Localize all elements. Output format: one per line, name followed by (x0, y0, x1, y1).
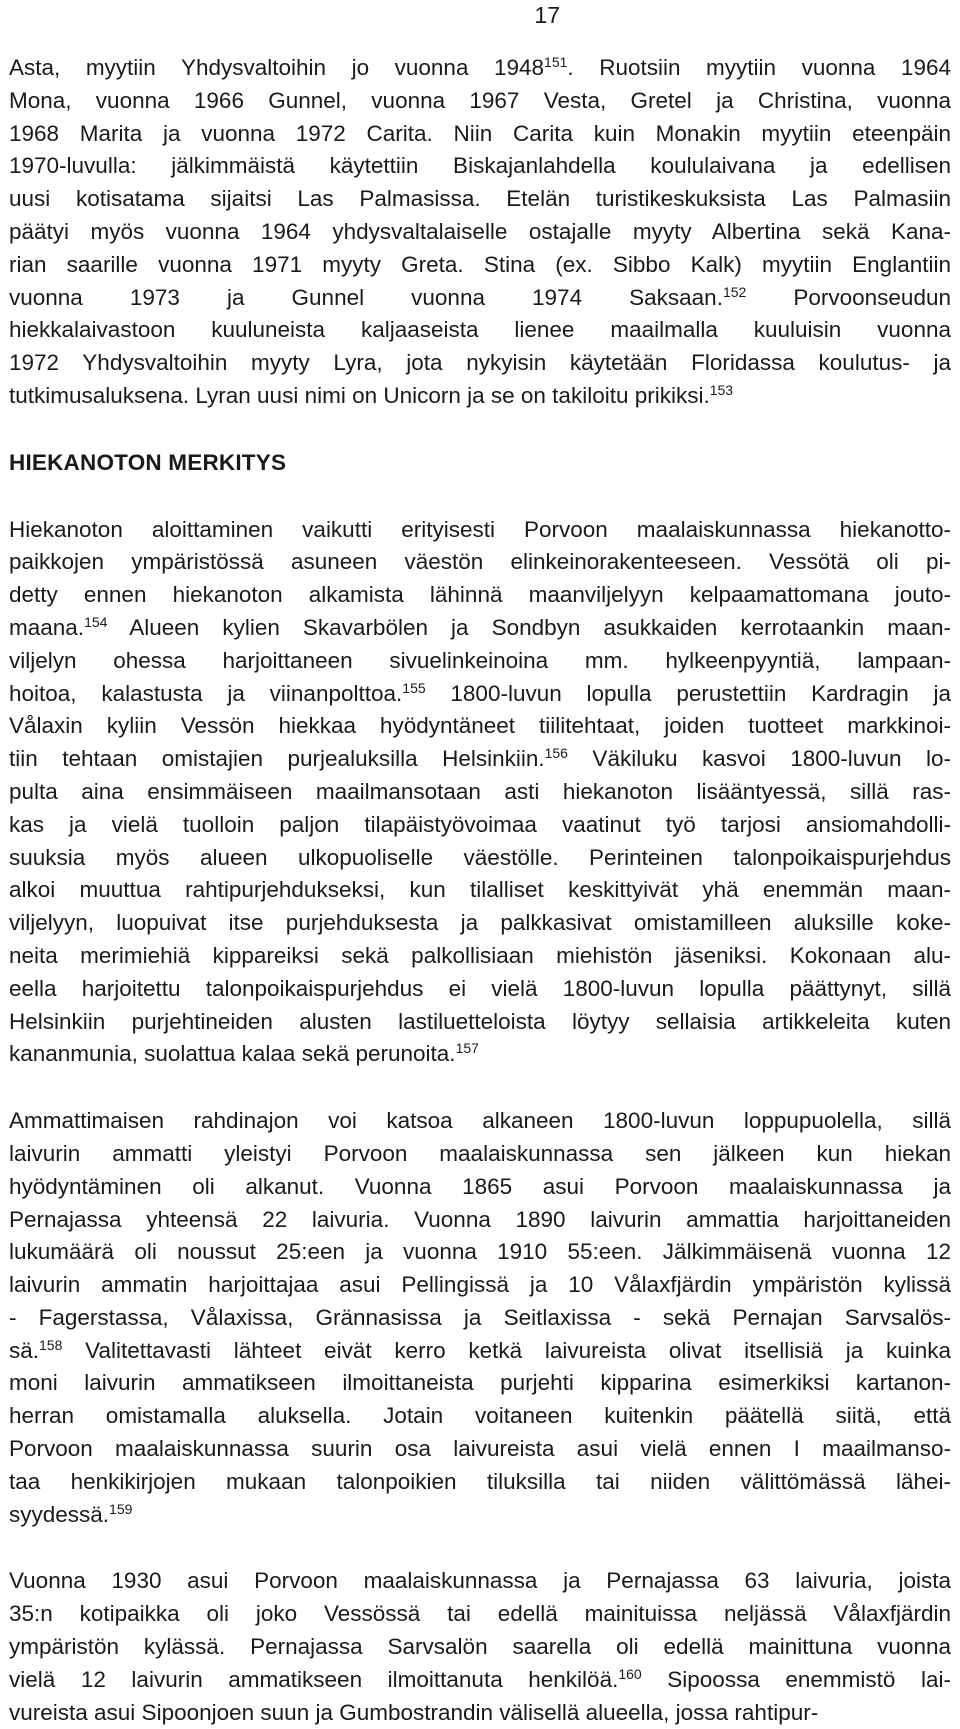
text-line (9, 973, 951, 1006)
line-text: Hiekanoton aloittaminen vaikutti erityisesti Porvoon maalaiskunnassa hiekanotto- (9, 516, 951, 542)
footnote-ref: 151 (544, 54, 568, 70)
line-text: laivurin ammatti yleistyi Porvoon maalaiskunnassa sen jälkeen kun hiekan (9, 1140, 951, 1166)
text-line (9, 809, 951, 842)
line-text: viljelyn ohessa harjoittaneen sivuelinkeinoina mm. hylkeenpyyntiä, lampaan- (9, 647, 951, 673)
page-content (9, 52, 951, 1729)
line-text: pulta aina ensimmäiseen maailmansotaan asti hiekanoton lisääntyessä, sillä ras- (9, 778, 951, 804)
text-line (9, 380, 951, 413)
line-text: moni laivurin ammatikseen ilmoittaneista purjehti kipparina esimerkiksi kartanon- (9, 1370, 951, 1396)
text-line (9, 314, 951, 347)
line-text: sä. (9, 1337, 40, 1363)
text-line (9, 183, 951, 216)
line-text: Sipoossa enemmistö lai- (641, 1666, 951, 1692)
text-line (9, 1499, 951, 1532)
line-text: 1972 Yhdysvaltoihin myyty Lyra, jota nykyisin käytetään Floridassa koulutus- ja (9, 350, 951, 376)
text-line (9, 1269, 951, 1302)
text-line (9, 514, 951, 547)
text-line (9, 1204, 951, 1237)
line-text: 1800-luvun lopulla perustettiin Kardragin ja (425, 680, 951, 706)
line-text: tutkimusaluksena. Lyran uusi nimi on Unicorn ja se on takiloitu prikiksi. (9, 382, 710, 408)
text-line (9, 118, 951, 151)
footnote-ref: 152 (722, 283, 747, 300)
line-text: . Ruotsiin myytiin vuonna 1964 (567, 55, 951, 80)
line-text: Ammattimaisen rahdinajon voi katsoa alkaneen 1800-luvun loppupuolella, sillä (9, 1108, 951, 1134)
text-line (9, 1171, 951, 1204)
line-text: kananmunia, suolattua kalaa sekä perunoita. (9, 1041, 456, 1067)
line-text: Vuonna 1930 asui Porvoon maalaiskunnassa ja Pernajassa 63 laivuria, joista (9, 1568, 951, 1594)
paragraph-ship-sales (9, 52, 951, 413)
section-heading: HIEKANOTON MERKITYS (9, 449, 287, 475)
line-text: hyödyntäminen oli alkanut. Vuonna 1865 asui Porvoon maalaiskunnassa ja (9, 1173, 951, 1199)
text-line (9, 1236, 951, 1269)
line-text: paikkojen ympäristössä asuneen väestön elinkeinorakenteeseen. Vessötä oli pi- (9, 549, 951, 575)
line-text: lukumäärä oli noussut 25:een ja vuonna 1910 55:een. Jälkimmäisenä vuonna 12 (9, 1239, 951, 1265)
text-line (9, 907, 951, 940)
line-text: Pernajassa yhteensä 22 laivuria. Vuonna 1890 laivurin ammattia harjoittaneiden (9, 1206, 951, 1232)
text-line (9, 1400, 951, 1433)
text-line (9, 1038, 951, 1071)
line-text: hiekkalaivastoon kuuluneista kaljaaseista lienee maailmalla kuuluisin vuonna (9, 317, 951, 343)
text-line (9, 645, 951, 678)
text-line (9, 776, 951, 809)
text-line (9, 710, 951, 743)
line-text: eella harjoitettu talonpoikaispurjehdus ei vielä 1800-luvun lopulla päättynyt, sillä (9, 975, 951, 1001)
line-text: detty ennen hiekanoton alkamista lähinnä maanviljelyyn kelpaamattomana jouto- (9, 582, 951, 608)
line-text: syydessä. (9, 1501, 110, 1527)
line-text: neita merimiehiä kippareiksi sekä palkollisiaan miehistön jäseniksi. Kokonaan alu- (9, 942, 951, 968)
text-line (9, 1433, 951, 1466)
line-text: hoitoa, kalastusta ja viinanpolttoa. (9, 680, 403, 706)
footnote-ref: 155 (402, 679, 426, 696)
text-line (9, 1105, 951, 1138)
text-line (9, 1598, 951, 1631)
text-line (9, 282, 951, 315)
line-text: 1970-luvulla: jälkimmäistä käytettiin Biskajanlahdella koululaivana ja edellisen (9, 153, 951, 179)
text-line (9, 1138, 951, 1171)
text-line (9, 874, 951, 907)
text-line (9, 216, 951, 249)
line-text: Asta, myytiin Yhdysvaltoihin jo vuonna 1948 (9, 55, 545, 80)
line-text: suuksia myös alueen ulkopuoliselle väestölle. Perinteinen talonpoikaispurjehdus (9, 844, 951, 870)
text-line (9, 612, 951, 645)
text-line (9, 1631, 951, 1664)
text-line (9, 1335, 951, 1368)
line-text: viljelyyn, luopuivat itse purjehduksesta ja palkkasivat omistamilleen aluksille koke- (9, 910, 951, 936)
line-text: vuonna 1973 ja Gunnel vuonna 1974 Saksaan. (9, 284, 723, 310)
paragraph-skippers-1930 (9, 1565, 951, 1729)
footnote-ref: 153 (709, 381, 734, 398)
page-number: 17 (534, 2, 560, 28)
line-text: Porvoon maalaiskunnassa suurin osa laivureista asui vielä ennen I maailmanso- (9, 1436, 951, 1462)
line-text: laivurin ammatin harjoittajaa asui Pellingissä ja 10 Vålaxfjärdin ympäristön kylissä (9, 1272, 951, 1298)
footnote-ref: 158 (39, 1336, 63, 1353)
text-line (9, 150, 951, 183)
line-text: - Fagerstassa, Vålaxissa, Grännasissa ja Seitlaxissa - sekä Pernajan Sarvsalös- (9, 1304, 951, 1330)
line-text: Alueen kylien Skavarbölen ja Sondbyn asukkaiden kerrotaankin maan- (107, 614, 951, 640)
line-text: ympäristön kylässä. Pernajassa Sarvsalön saarella oli edellä mainittuna vuonna (9, 1634, 951, 1660)
footnote-ref: 160 (618, 1665, 642, 1682)
paragraph-sand-extraction (9, 514, 951, 1072)
text-line (9, 1466, 951, 1499)
line-text: tiin tehtaan omistajien purjealuksilla Helsinkiin. (9, 746, 545, 772)
footnote-ref: 157 (455, 1040, 479, 1057)
text-line (9, 249, 951, 282)
text-line (9, 1006, 951, 1039)
footnote-ref: 159 (109, 1500, 133, 1517)
line-text: Helsinkiin purjehtineiden alusten lastiluetteloista löytyy sellaisia artikkeleita kuten (9, 1008, 951, 1034)
text-line (9, 1697, 951, 1729)
line-text: Valitettavasti lähteet eivät kerro ketkä laivureista olivat itsellisiä ja kuinka (62, 1337, 951, 1363)
footnote-ref: 156 (544, 745, 568, 762)
text-line (9, 678, 951, 711)
text-line (9, 52, 951, 85)
footnote-ref: 154 (84, 613, 108, 630)
text-line (9, 85, 951, 118)
line-text: taa henkikirjojen mukaan talonpoikien tiluksilla tai niiden välittömässä lähei- (9, 1468, 951, 1494)
text-line (9, 579, 951, 612)
line-text: Porvoonseudun (746, 284, 951, 310)
line-text: maana. (9, 614, 85, 640)
text-line (9, 743, 951, 776)
text-line (9, 842, 951, 875)
line-text: rian saarille vuonna 1971 myyty Greta. Stina (ex. Sibbo Kalk) myytiin Englantiin (9, 251, 951, 277)
line-text: 1968 Marita ja vuonna 1972 Carita. Niin Carita kuin Monakin myytiin eteenpäin (9, 120, 951, 146)
line-text: 35:n kotipaikka oli joko Vessössä tai edellä mainituissa neljässä Vålaxfjärdin (9, 1601, 951, 1627)
line-text: Väkiluku kasvoi 1800-luvun lo- (567, 746, 951, 772)
text-line (9, 1367, 951, 1400)
text-line (9, 1664, 951, 1697)
line-text: herran omistamalla aluksella. Jotain voitaneen kuitenkin päätellä siitä, että (9, 1403, 951, 1429)
line-text: vureista asui Sipoonjoen suun ja Gumbostrandin välisellä alueella, jossa rahtipur- (9, 1699, 819, 1725)
text-line (9, 940, 951, 973)
line-text: alkoi muuttua rahtipurjehdukseksi, kun tilalliset keskittyivät yhä enemmän maan- (9, 877, 951, 903)
paragraph-skippers (9, 1105, 951, 1531)
text-line (9, 1302, 951, 1335)
text-line (9, 546, 951, 579)
line-text: Vålaxin kyliin Vessön hiekkaa hyödyntäneet tiilitehtaat, joiden tuotteet markkinoi- (9, 713, 951, 739)
line-text: kas ja vielä tuolloin paljon tilapäistyövoimaa vaatinut työ tarjosi ansiomahdolli- (9, 811, 951, 837)
line-text: päätyi myös vuonna 1964 yhdysvaltalaiselle ostajalle myyty Albertina sekä Kana- (9, 218, 951, 244)
line-text: vielä 12 laivurin ammatikseen ilmoittanuta henkilöä. (9, 1666, 619, 1692)
text-line (9, 1565, 951, 1598)
text-line (9, 347, 951, 380)
line-text: uusi kotisatama sijaitsi Las Palmasissa. Etelän turistikeskuksista Las Palmasiin (9, 186, 951, 212)
line-text: Mona, vuonna 1966 Gunnel, vuonna 1967 Vesta, Gretel ja Christina, vuonna (9, 87, 951, 113)
